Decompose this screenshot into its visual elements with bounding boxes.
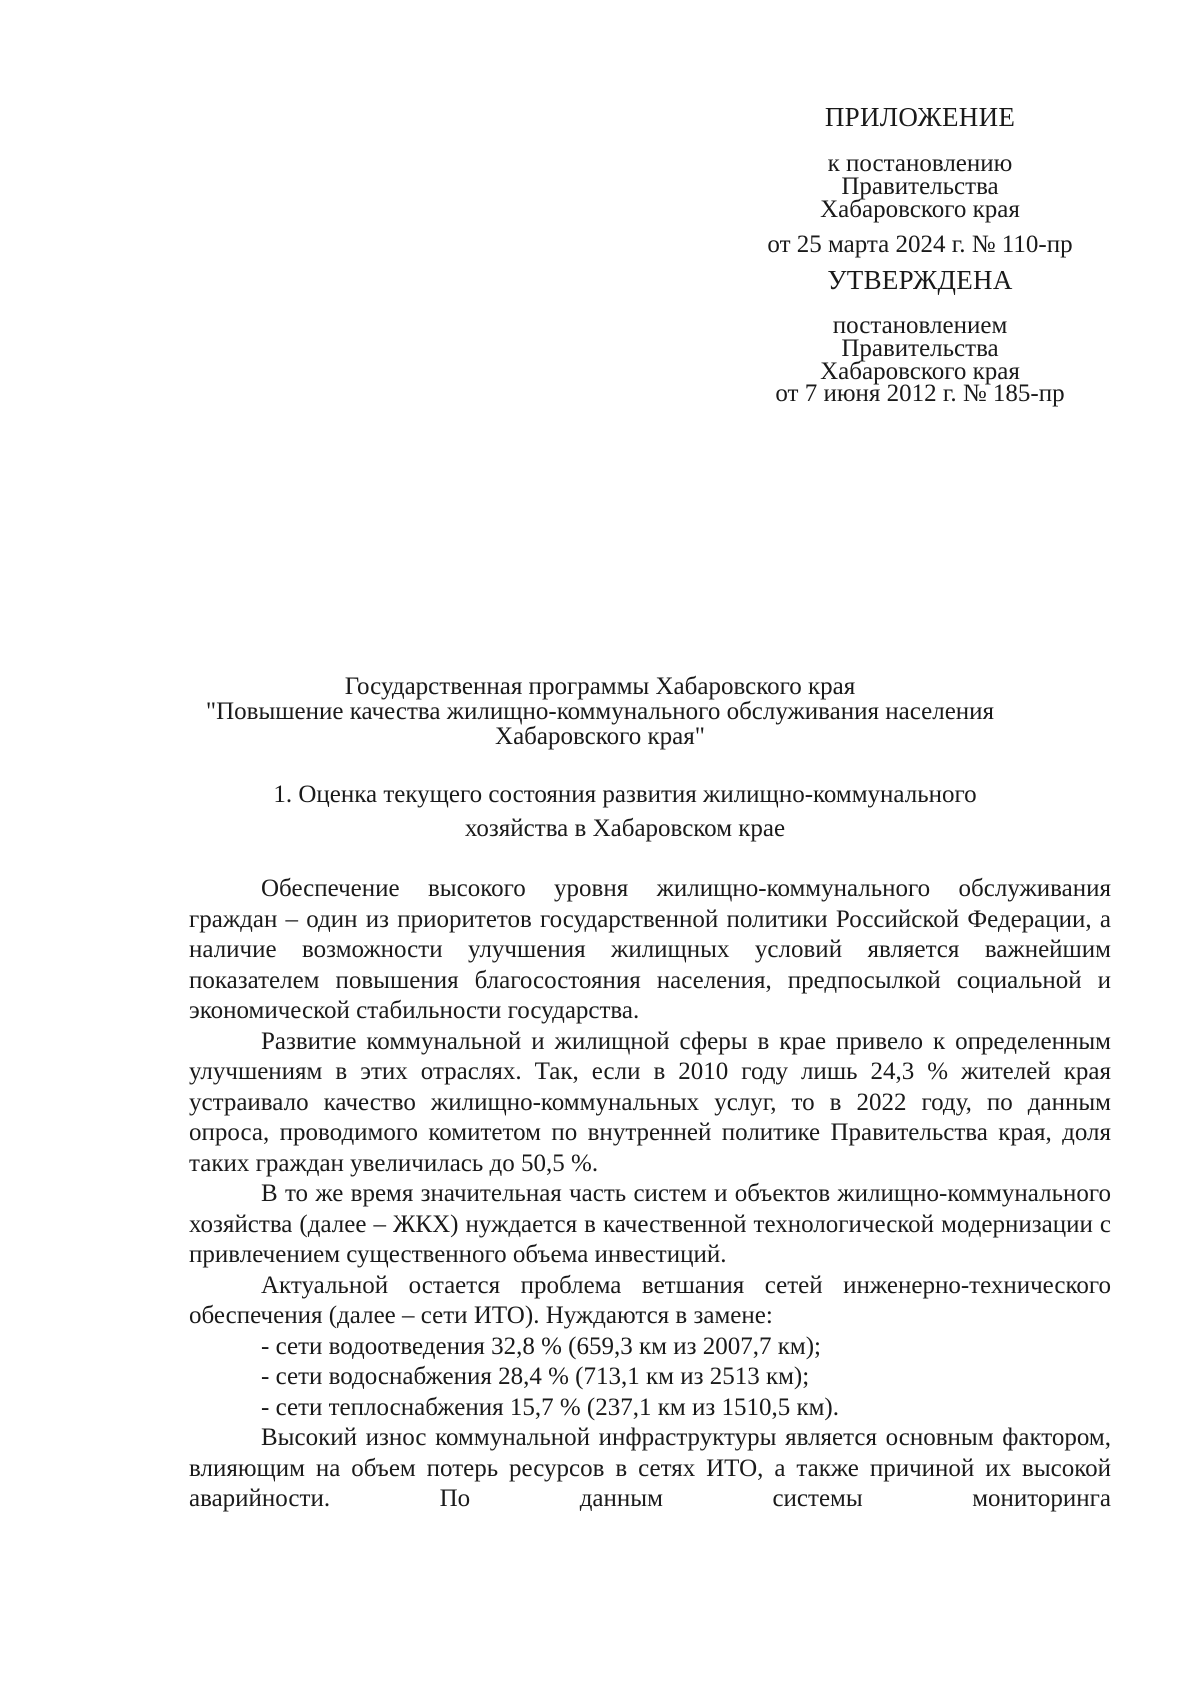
list-item: - сети водоснабжения 28,4 % (713,1 км из 2513 км); (261, 1363, 810, 1390)
paragraph-2: Развитие коммунальной и жилищной сферы в крае привело к определенным улучшениям в этих отраслях. Так, если в 2010 году лишь 24,3 % жителей края устраивало качество жилищно-коммунальных услуг, то в 2022 году, по данным опроса, проводимого комитетом по внутренней политике Правительства края, доля таких граждан увеличилась до 50,5 %. (189, 1027, 1111, 1177)
program-title-line-2: "Повышение качества жилищно-коммунального обслуживания населения (205, 698, 995, 725)
paragraph-1: Обеспечение высокого уровня жилищно-коммунального обслуживания граждан – один из приоритетов государственной политики Российской Федерации, а наличие возможности улучшения жилищных условий является важнейшим показателем повышения благосостояния населения, предпосылкой социальной и экономической стабильности государства. (189, 875, 1111, 1024)
paragraph-4: Актуальной остается проблема ветшания сетей инженерно-технического обеспечения (далее – сети ИТО). Нуждаются в замене: (189, 1271, 1111, 1329)
appendix-line-2: Правительства (841, 173, 999, 200)
appendix-block (770, 103, 1070, 131)
list-item: - сети теплоснабжения 15,7 % (237,1 км из 1510,5 км). (261, 1393, 840, 1421)
section-heading-line-2: хозяйства в Хабаровском крае (464, 815, 786, 842)
paragraph-5: Высокий износ коммунальной инфраструктуры является основным фактором, влияющим на объем потерь ресурсов в сетях ИТО, а также причиной их высокой аварийности. По данным системы мониторинга (189, 1424, 1111, 1512)
appendix-date-number: от 25 марта 2024 г. № 110-пр (767, 231, 1073, 258)
body-text (189, 874, 1111, 1515)
section-heading (150, 778, 1100, 846)
approved-line-2: Правительства (841, 335, 999, 362)
program-title-line-3: Хабаровского края" (495, 723, 705, 750)
paragraph-3: В то же время значительная часть систем и объектов жилищно-коммунального хозяйства (далее – ЖКХ) нуждается в качественной технологической модернизации с привлечением существенного объема инвестиций. (189, 1180, 1111, 1268)
approved-date-number: от 7 июня 2012 г. № 185-пр (775, 380, 1065, 407)
list-item: - сети водоотведения 32,8 % (659,3 км из 2007,7 км); (261, 1332, 821, 1360)
appendix-line-1: к постановлению (827, 150, 1013, 177)
program-title (100, 674, 1100, 749)
appendix-line-3: Хабаровского края (820, 196, 1020, 223)
appendix-heading: ПРИЛОЖЕНИЕ (824, 102, 1016, 132)
approved-block (770, 266, 1070, 294)
approved-line-3: Хабаровского края (820, 358, 1020, 385)
section-heading-line-1: 1. Оценка текущего состояния развития жилищно-коммунального (273, 781, 977, 808)
program-title-line-1: Государственная программы Хабаровского края (344, 673, 856, 700)
approved-line-1: постановлением (832, 312, 1008, 339)
approved-heading: УТВЕРЖДЕНА (827, 265, 1013, 295)
